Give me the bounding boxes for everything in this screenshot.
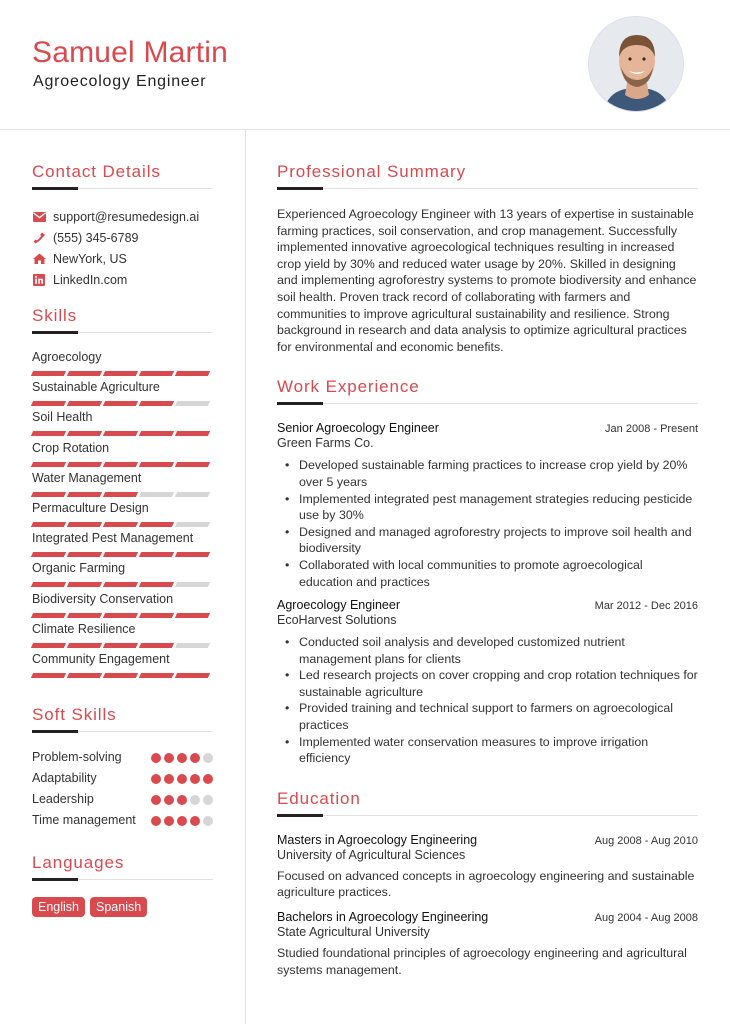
education-dates: Aug 2004 - Aug 2008 — [594, 912, 698, 925]
contact-heading: Contact Details — [32, 162, 161, 181]
skill-level-bar — [32, 462, 213, 467]
contact-phone-text: (555) 345-6789 — [53, 230, 139, 245]
skill-level-bar — [32, 673, 213, 678]
level-segment-filled — [139, 552, 174, 557]
home-icon — [32, 252, 46, 266]
education-section — [277, 789, 698, 978]
rating-dot-filled — [164, 816, 174, 826]
job-dates: Jan 2008 - Present — [605, 423, 698, 436]
level-segment-filled — [139, 643, 174, 648]
soft-skill-label: Leadership — [32, 792, 94, 807]
skill-item — [32, 440, 213, 470]
skill-level-bar — [32, 401, 213, 406]
level-segment-filled — [139, 431, 174, 436]
soft-skill-item — [32, 791, 213, 808]
soft-skill-label: Adaptability — [32, 771, 97, 786]
level-segment-empty — [175, 522, 210, 527]
contact-linkedin[interactable] — [32, 269, 213, 290]
level-segment-filled — [67, 401, 102, 406]
job-bullet: • Conducted soil analysis and developed customized nutrient management plans for clients — [299, 634, 698, 667]
level-segment-filled — [103, 673, 138, 678]
rating-dot-filled — [151, 816, 161, 826]
language-badges — [32, 897, 213, 917]
summary-heading: Professional Summary — [277, 162, 467, 181]
contact-email-text: support@resumedesign.ai — [53, 209, 200, 224]
rating-dot-empty — [203, 753, 213, 763]
level-segment-filled — [103, 401, 138, 406]
job-bullets — [277, 457, 698, 590]
level-segment-filled — [175, 462, 210, 467]
summary-text: Experienced Agroecology Engineer with 13 years of expertise in sustainable farming practices, soil conservation, and crop management. Successfully implemented innovative agroecological techniques resulting in increased crop yield by 30% and reduced water usage by 20%. Skilled in designing and implementing agroforestry systems to promote biodiversity and enhance soil health. Proven track record of collaborating with farmers and communities to improve agricultural sustainability and resilience. Strong background in research and data analysis to optimize agricultural practices for environmental and economic benefits. — [277, 207, 697, 354]
skill-level-bar — [32, 492, 213, 497]
level-segment-filled — [139, 462, 174, 467]
soft-skill-label: Problem-solving — [32, 750, 122, 765]
skill-label: Community Engagement — [32, 651, 170, 666]
soft-skill-rating — [151, 812, 213, 829]
job-entry — [277, 421, 698, 590]
level-segment-filled — [103, 462, 138, 467]
level-segment-filled — [175, 371, 210, 376]
experience-section — [277, 377, 698, 767]
rating-dot-empty — [190, 795, 200, 805]
skill-label: Crop Rotation — [32, 440, 110, 455]
column-divider — [245, 130, 246, 1024]
level-segment-filled — [67, 552, 102, 557]
soft-skills-list — [32, 749, 213, 829]
rating-dot-filled — [190, 753, 200, 763]
skill-item — [32, 651, 213, 681]
level-segment-filled — [175, 431, 210, 436]
soft-skill-rating — [151, 791, 213, 808]
rating-dot-empty — [203, 816, 213, 826]
sidebar — [32, 162, 213, 917]
skill-item — [32, 379, 213, 409]
skill-level-bar — [32, 613, 213, 618]
education-heading: Education — [277, 788, 361, 808]
skill-item — [32, 470, 213, 500]
rating-dot-filled — [164, 753, 174, 763]
language-badge-spanish: Spanish — [90, 897, 147, 917]
school-name: State Agricultural University — [277, 925, 430, 940]
level-segment-filled — [139, 401, 174, 406]
education-entry — [277, 910, 698, 978]
education-dates: Aug 2008 - Aug 2010 — [594, 834, 698, 847]
experience-heading: Work Experience — [277, 377, 420, 397]
candidate-name: Samuel Martin — [32, 36, 229, 69]
level-segment-filled — [103, 552, 138, 557]
level-segment-empty — [175, 643, 210, 648]
level-segment-filled — [67, 643, 102, 648]
skill-item — [32, 560, 213, 590]
rating-dot-filled — [177, 795, 187, 805]
level-segment-filled — [31, 371, 66, 376]
rating-dot-filled — [151, 795, 161, 805]
skill-label: Integrated Pest Management — [32, 531, 194, 546]
level-segment-filled — [31, 462, 66, 467]
summary-section — [277, 162, 698, 355]
level-segment-filled — [31, 522, 66, 527]
contact-location — [32, 248, 213, 269]
job-bullet: • Developed sustainable farming practices to increase crop yield by 20% over 5 years — [299, 457, 698, 490]
skill-level-bar — [32, 371, 213, 376]
rating-dot-filled — [190, 774, 200, 784]
contact-linkedin-text: LinkedIn.com — [53, 272, 128, 287]
job-entry — [277, 598, 698, 767]
soft-skill-rating — [151, 770, 213, 787]
level-segment-empty — [175, 582, 210, 587]
skill-level-bar — [32, 522, 213, 527]
section-rule — [32, 188, 213, 189]
rating-dot-filled — [190, 816, 200, 826]
soft-skill-rating — [151, 749, 213, 766]
level-segment-empty — [139, 492, 174, 497]
level-segment-filled — [139, 582, 174, 587]
level-segment-filled — [103, 371, 138, 376]
rating-dot-filled — [177, 774, 187, 784]
degree-title: Masters in Agroecology Engineering — [277, 832, 478, 847]
level-segment-filled — [139, 673, 174, 678]
skills-list — [32, 349, 213, 681]
skill-level-bar — [32, 582, 213, 587]
level-segment-filled — [31, 431, 66, 436]
rating-dot-filled — [164, 795, 174, 805]
job-dates: Mar 2012 - Dec 2016 — [594, 600, 698, 613]
rating-dot-filled — [151, 774, 161, 784]
skill-item — [32, 530, 213, 560]
candidate-title: Agroecology Engineer — [33, 73, 207, 90]
skill-label: Water Management — [32, 470, 142, 485]
rating-dot-filled — [177, 753, 187, 763]
level-segment-filled — [67, 371, 102, 376]
skill-item — [32, 500, 213, 530]
skill-level-bar — [32, 643, 213, 648]
rating-dot-empty — [203, 795, 213, 805]
section-rule — [277, 815, 698, 816]
level-segment-filled — [67, 673, 102, 678]
level-segment-filled — [31, 643, 66, 648]
level-segment-filled — [31, 582, 66, 587]
section-rule — [32, 731, 213, 732]
education-description: Studied foundational principles of agroecology engineering and agricultural systems management. — [277, 946, 687, 977]
level-segment-filled — [139, 522, 174, 527]
job-company: EcoHarvest Solutions — [277, 613, 397, 628]
level-segment-empty — [175, 492, 210, 497]
soft-skills-heading: Soft Skills — [32, 705, 117, 725]
rating-dot-filled — [151, 753, 161, 763]
level-segment-filled — [31, 492, 66, 497]
school-name: University of Agricultural Sciences — [277, 847, 466, 862]
level-segment-filled — [139, 371, 174, 376]
contact-list — [32, 206, 213, 290]
soft-skill-item — [32, 812, 213, 829]
languages-heading: Languages — [32, 853, 125, 873]
envelope-icon — [32, 210, 46, 224]
skill-label: Climate Resilience — [32, 621, 136, 636]
section-rule — [32, 879, 213, 880]
education-description: Focused on advanced concepts in agroecology engineering and sustainable agriculture practices. — [277, 868, 695, 900]
skill-level-bar — [32, 431, 213, 436]
contact-phone[interactable] — [32, 227, 213, 248]
education-entry — [277, 833, 698, 901]
level-segment-filled — [175, 673, 210, 678]
soft-skill-item — [32, 770, 213, 787]
skill-level-bar — [32, 552, 213, 557]
level-segment-filled — [103, 582, 138, 587]
level-segment-filled — [175, 552, 210, 557]
linkedin-icon — [32, 273, 46, 287]
language-badge-english: English — [32, 897, 85, 917]
skill-label: Agroecology — [32, 350, 102, 364]
level-segment-filled — [67, 492, 102, 497]
level-segment-filled — [31, 613, 66, 618]
job-bullets — [277, 634, 698, 767]
contact-location-text: NewYork, US — [53, 251, 127, 266]
job-title: Senior Agroecology Engineer — [277, 421, 439, 436]
phone-icon — [32, 231, 46, 245]
job-bullet: • Implemented integrated pest management strategies reducing pesticide use by 30% — [299, 491, 698, 524]
rating-dot-filled — [203, 774, 213, 784]
main-content — [277, 162, 698, 978]
degree-title: Bachelors in Agroecology Engineering — [277, 910, 489, 925]
job-bullet: • Collaborated with local communities to promote agroecological education and practices — [299, 557, 698, 590]
level-segment-empty — [175, 401, 210, 406]
person-portrait-icon — [589, 17, 684, 112]
languages-section — [32, 853, 213, 917]
level-segment-filled — [31, 401, 66, 406]
soft-skill-item — [32, 749, 213, 766]
level-segment-filled — [67, 431, 102, 436]
level-segment-filled — [103, 613, 138, 618]
level-segment-filled — [103, 431, 138, 436]
soft-skill-label: Time management — [32, 813, 136, 828]
job-bullet: • Designed and managed agroforestry projects to improve soil health and biodiversity — [299, 524, 698, 557]
contact-email[interactable] — [32, 206, 213, 227]
level-segment-filled — [139, 613, 174, 618]
profile-photo — [588, 16, 684, 112]
job-bullet: • Implemented water conservation measures to improve irrigation efficiency — [299, 734, 698, 767]
level-segment-filled — [31, 552, 66, 557]
contact-section — [32, 162, 213, 290]
level-segment-filled — [103, 643, 138, 648]
skill-item — [32, 409, 213, 439]
section-rule — [277, 403, 698, 404]
skill-label: Biodiversity Conservation — [32, 591, 174, 606]
skill-label: Permaculture Design — [32, 500, 149, 515]
rating-dot-filled — [164, 774, 174, 784]
soft-skills-section — [32, 705, 213, 829]
job-bullet: • Led research projects on cover cropping and crop rotation techniques for sustainable agriculture — [299, 667, 698, 700]
skills-section — [32, 306, 213, 681]
section-rule — [32, 332, 213, 333]
level-segment-filled — [103, 492, 138, 497]
rating-dot-filled — [177, 816, 187, 826]
job-title: Agroecology Engineer — [277, 598, 400, 613]
skill-label: Sustainable Agriculture — [32, 380, 160, 395]
skill-label: Organic Farming — [32, 561, 126, 576]
level-segment-filled — [175, 613, 210, 618]
level-segment-filled — [31, 673, 66, 678]
skill-label: Soil Health — [32, 410, 93, 425]
skills-heading: Skills — [32, 306, 78, 325]
skill-item — [32, 591, 213, 621]
level-segment-filled — [103, 522, 138, 527]
skill-item — [32, 621, 213, 651]
level-segment-filled — [67, 522, 102, 527]
section-rule — [277, 188, 698, 189]
level-segment-filled — [67, 613, 102, 618]
level-segment-filled — [67, 462, 102, 467]
job-bullet: • Provided training and technical support to farmers on agroecological practices — [299, 700, 698, 733]
level-segment-filled — [67, 582, 102, 587]
skill-item — [32, 349, 213, 379]
resume-header — [0, 0, 730, 130]
job-company: Green Farms Co. — [277, 436, 374, 451]
